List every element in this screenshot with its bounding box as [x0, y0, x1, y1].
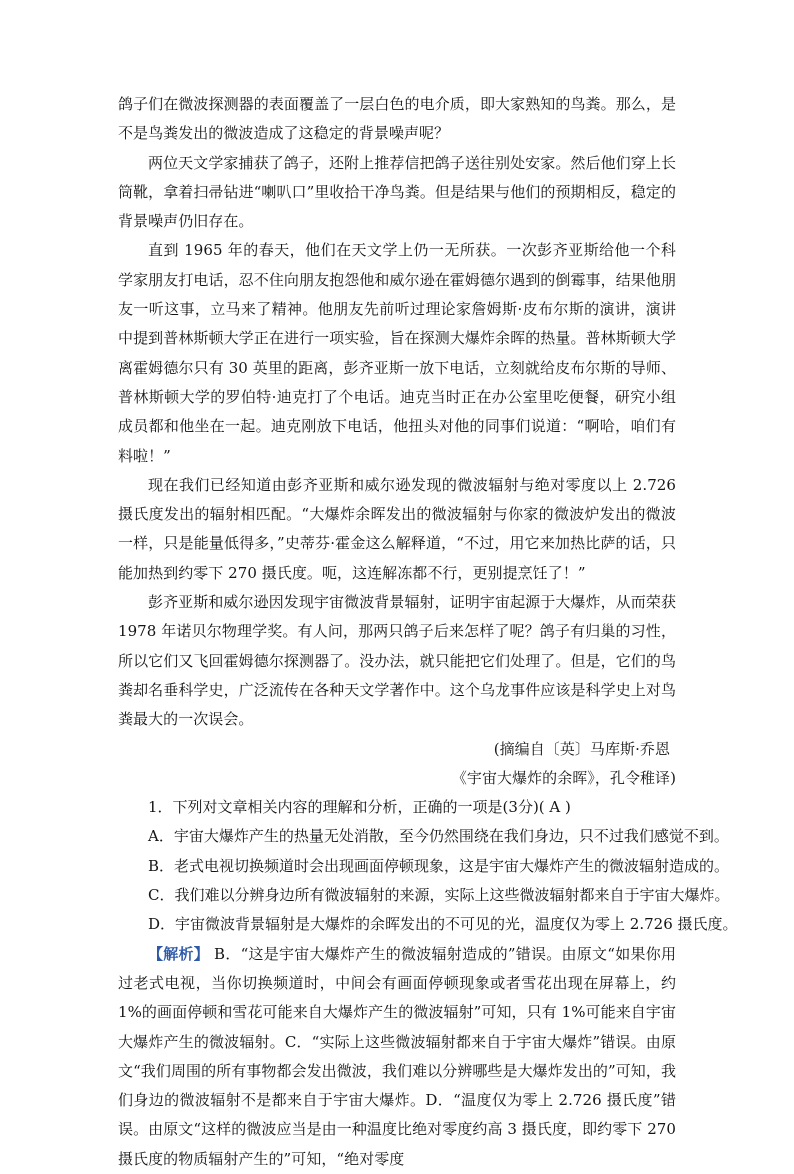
analysis-tag: 【解析】 [148, 944, 210, 963]
question-option-d: D．宇宙微波背景辐射是大爆炸的余晖发出的不可见的光，温度仅为零上 2.726 摄氏度。 [148, 915, 738, 934]
source-attribution: (摘编自〔英〕马库斯·乔恩 [493, 739, 670, 758]
question-option-b: B．老式电视切换频道时会出现画面停顿现象，这是宇宙大爆炸产生的微波辐射造成的。 [148, 856, 730, 875]
analysis-block [118, 940, 676, 1174]
paragraph: 两位天文学家捕获了鸽子，还附上推荐信把鸽子送往别处安家。然后他们穿上长筒靴，拿着扫帚钻进“喇叭口”里收拾干净鸟粪。但是结果与他们的预期相反，稳定的背景噪声仍旧存在。 [118, 153, 676, 231]
analysis-text: B．“这是宇宙大爆炸产生的微波辐射造成的”错误。由原文“如果你用过老式电视，当你切换频道时，中间会有画面停顿现象或者雪花出现在屏幕上，约 1%的画面停顿和雪花可能来自大爆炸产生的微波辐射”可知，只有 1%可能来自宇宙大爆炸产生的微波辐射。C．“实际上这些微波辐射都来自于宇宙大爆炸”错误。由原文“我们周围的所有事物都会发出微波，我们难以分辨哪些是大爆炸发出的”可知，我们身边的微波辐射不是都来自于宇宙大爆炸。D．“温度仅为零上 2.726 摄氏度”错误。由原文“这样的微波应当是由一种温度比绝对零度约高 3 摄氏度，即约零下 270 摄氏度的物质辐射产生的”可知，“绝对零度 [118, 944, 677, 1168]
paragraph: 直到 1965 年的春天，他们在天文学上仍一无所获。一次彭齐亚斯给他一个科学家朋友打电话，忍不住向朋友抱怨他和威尔逊在霍姆德尔遇到的倒霉事，结果他朋友一听这事，立马来了精神。他朋友先前听过理论家詹姆斯·皮布尔斯的演讲，演讲中提到普林斯顿大学正在进行一项实验，旨在探测大爆炸余晖的热量。普林斯顿大学离霍姆德尔只有 30 英里的距离，彭齐亚斯一放下电话，立刻就给皮布尔斯的导师、普林斯顿大学的罗伯特·迪克打了个电话。迪克当时正在办公室里吃便餐，研究小组成员都和他坐在一起。迪克刚放下电话，他扭头对他的同事们说道：“啊哈，咱们有料啦！” [118, 241, 676, 465]
question-option-c: C．我们难以分辨身边所有微波辐射的来源，实际上这些微波辐射都来自于宇宙大爆炸。 [148, 886, 730, 905]
source-book: 《宇宙大爆炸的余晖》，孔令稚译) [451, 768, 676, 787]
question-stem: 1．下列对文章相关内容的理解和分析，正确的一项是(3分)( A ) [148, 798, 571, 817]
paragraph: 现在我们已经知道由彭齐亚斯和威尔逊发现的微波辐射与绝对零度以上 2.726 摄氏度发出的辐射相匹配。“大爆炸余晖发出的微波辐射与你家的微波炉发出的微波一样，只是能量低得多，”史蒂芬·霍金这么解释道，“不过，用它来加热比萨的话，只能加热到约零下 270 摄氏度。呃，这连解冻都不行，更别提烹饪了！” [118, 475, 676, 582]
document-page [118, 90, 738, 1174]
paragraph: 彭齐亚斯和威尔逊因发现宇宙微波背景辐射，证明宇宙起源于大爆炸，从而荣获 1978 年诺贝尔物理学奖。有人问，那两只鸽子后来怎样了呢？鸽子有归巢的习性，所以它们又飞回霍姆德尔探测器了。没办法，就只能把它们处理了。但是，它们的鸟粪却名垂科学史，广泛流传在各种天文学著作中。这个乌龙事件应该是科学史上对鸟粪最大的一次误会。 [118, 593, 676, 729]
paragraph: 鸽子们在微波探测器的表面覆盖了一层白色的电介质，即大家熟知的鸟粪。那么，是不是鸟粪发出的微波造成了这稳定的背景噪声呢？ [118, 95, 676, 143]
question-option-a: A．宇宙大爆炸产生的热量无处消散，至今仍然围绕在我们身边，只不过我们感觉不到。 [148, 827, 729, 846]
